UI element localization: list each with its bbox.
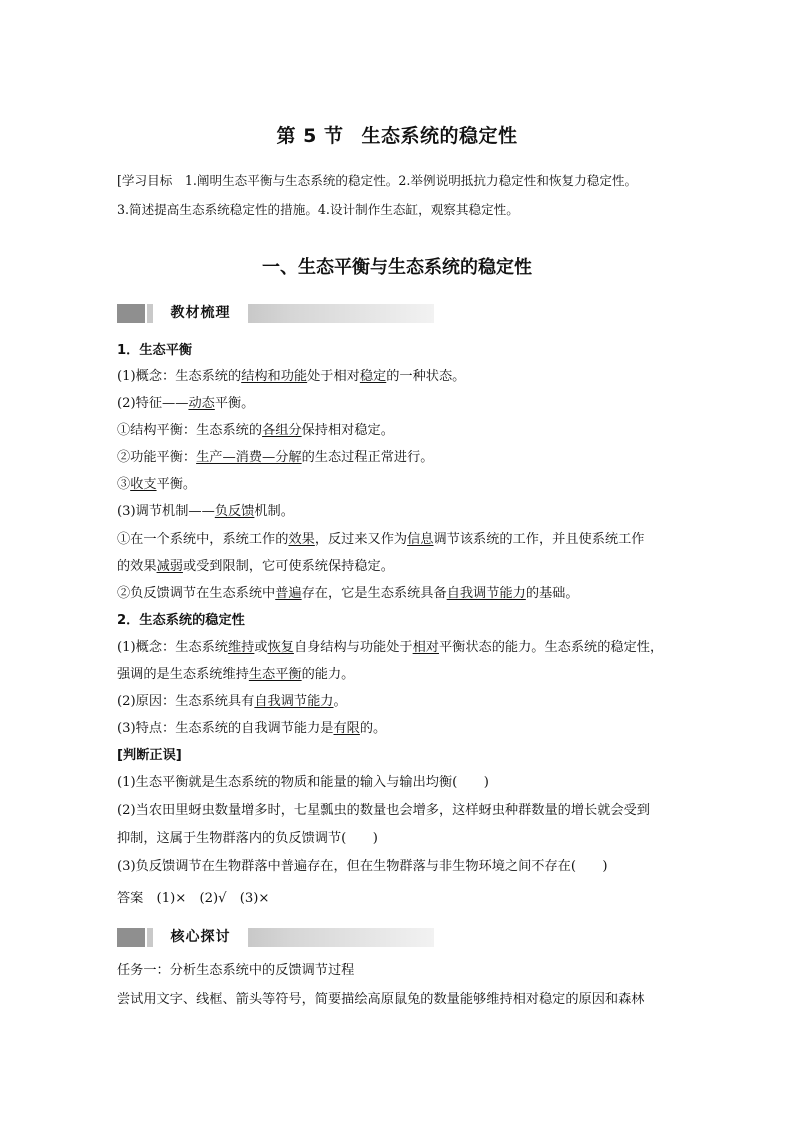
text-line: (3)特点：生态系统的自我调节能力是有限的。	[117, 721, 387, 736]
subheading-stability: 2．生态系统的稳定性	[117, 613, 245, 628]
section-band-textbook	[117, 304, 434, 323]
section-band-core	[117, 928, 434, 947]
learning-goals-line1: [学习目标 1.阐明生态平衡与生态系统的稳定性。2.举例说明抵抗力稳定性和恢复力稳定性。	[117, 173, 638, 188]
task-title: 任务一：分析生态系统中的反馈调节过程	[117, 963, 355, 978]
text-line: (2)原因：生态系统具有自我调节能力。	[117, 694, 347, 709]
judge-question-3: (3)负反馈调节在生物群落中普遍存在，但在生物群落与非生物环境之间不存在( )	[117, 859, 608, 874]
title-text: 生态系统的稳定性	[361, 125, 518, 147]
text-line: 的效果减弱或受到限制，它可使系统保持稳定。	[117, 559, 394, 574]
page-title	[0, 121, 794, 148]
judge-question-2a: (2)当农田里蚜虫数量增多时，七星瓢虫的数量也会增多，这样蚜虫种群数量的增长就会受到	[117, 803, 650, 818]
judge-question-2b: 抑制，这属于生物群落内的负反馈调节( )	[117, 831, 378, 846]
text-line: ①结构平衡：生态系统的各组分保持相对稳定。	[117, 423, 394, 438]
judge-heading: [判断正误]	[117, 748, 182, 763]
subheading-ecological-balance: 1．生态平衡	[117, 343, 193, 358]
title-prefix: 第 5 节	[276, 125, 344, 147]
text-line: ③收支平衡。	[117, 477, 197, 492]
task-text: 尝试用文字、线框、箭头等符号，简要描绘高原鼠兔的数量能够维持相对稳定的原因和森林	[117, 992, 645, 1007]
section-heading: 一、生态平衡与生态系统的稳定性	[262, 257, 532, 278]
text-line: ②功能平衡：生产—消费—分解的生态过程正常进行。	[117, 450, 434, 465]
band-label: 核心探讨	[153, 928, 248, 947]
text-line: ②负反馈调节在生态系统中普遍存在，它是生态系统具备自我调节能力的基础。	[117, 586, 579, 601]
text-line: (1)概念：生态系统的结构和功能处于相对稳定的一种状态。	[117, 369, 466, 384]
band-label: 教材梳理	[153, 304, 248, 323]
text-line: (3)调节机制——负反馈机制。	[117, 504, 294, 519]
text-line: 强调的是生态系统维持生态平衡的能力。	[117, 667, 355, 682]
text-line: ①在一个系统中，系统工作的效果，反过来又作为信息调节该系统的工作，并且使系统工作	[117, 532, 645, 547]
text-line: (1)概念：生态系统维持或恢复自身结构与功能处于相对平衡状态的能力。生态系统的稳定性，	[117, 640, 664, 655]
learning-goals-line2: 3.简述提高生态系统稳定性的措施。4.设计制作生态缸，观察其稳定性。	[117, 202, 519, 217]
answer-line: 答案 (1)× (2)√ (3)×	[117, 891, 270, 906]
judge-question-1: (1)生态平衡就是生态系统的物质和能量的输入与输出均衡( )	[117, 775, 489, 790]
text-line: (2)特征——动态平衡。	[117, 396, 255, 411]
